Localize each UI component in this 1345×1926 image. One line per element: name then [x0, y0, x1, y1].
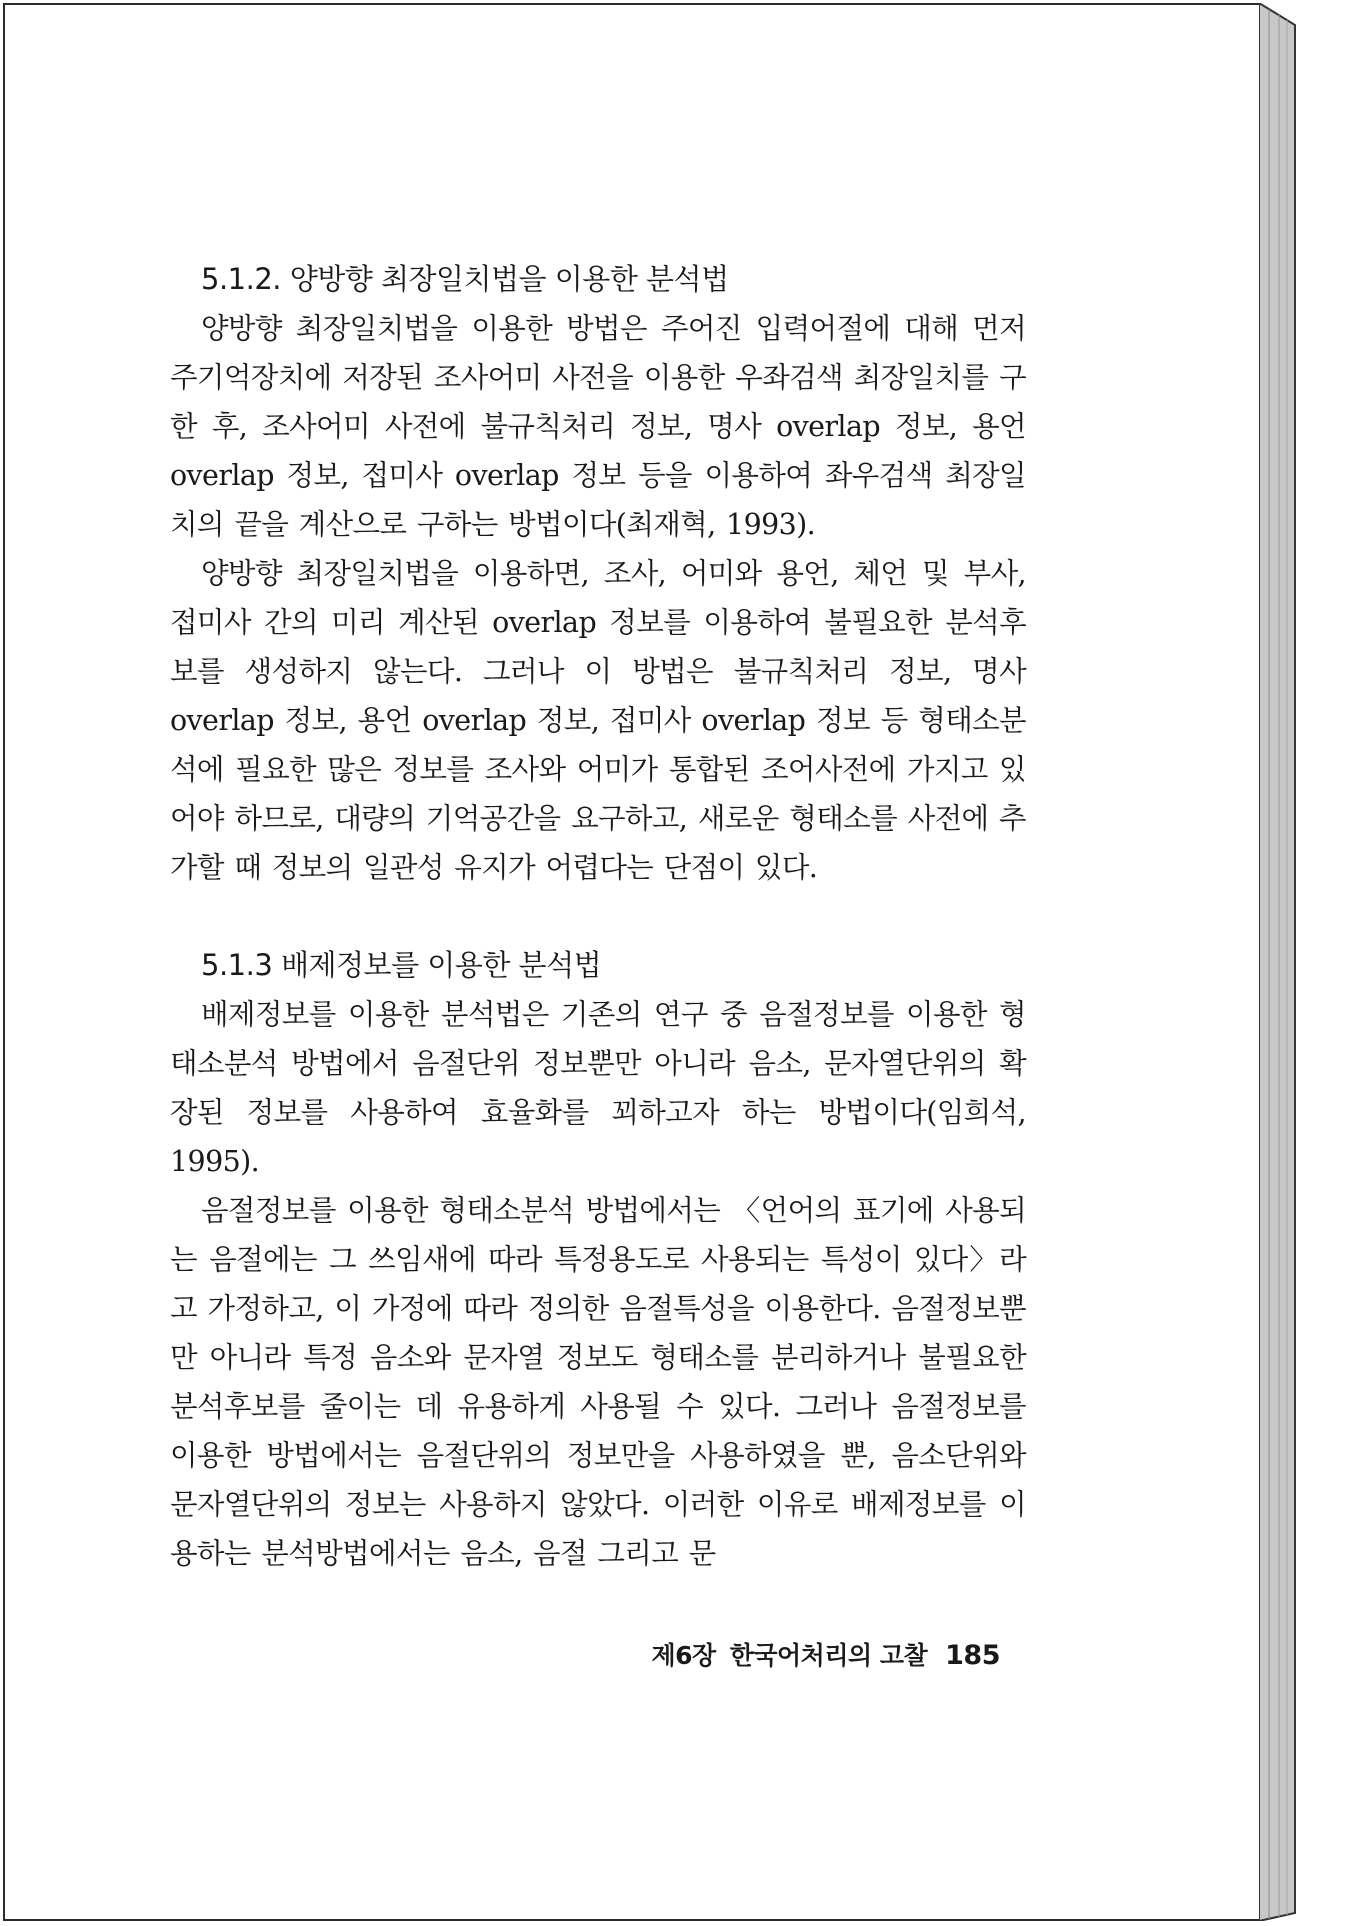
section-spacer — [170, 892, 1026, 941]
footer-title: 한국어처리의 고찰 — [729, 1641, 928, 1670]
section-5-1-3 — [170, 941, 1026, 1578]
footer-chapter: 제6장 — [651, 1641, 716, 1670]
paragraph: 양방향 최장일치법을 이용한 방법은 주어진 입력어절에 대해 먼저 주기억장치에 저장된 조사어미 사전을 이용한 우좌검색 최장일치를 구한 후, 조사어미 사전에 불규칙처리 정보, 명사 overlap 정보, 용언 overlap 정보, 접미사 overlap 정보 등을 이용하여 좌우검색 최장일치의 끝을 계산으로 구하는 방법이다(최재혁, 1993). — [170, 312, 1026, 541]
page-stack-edge — [1259, 3, 1299, 1921]
page-number: 185 — [945, 1640, 1000, 1671]
paragraph: 배제정보를 이용한 분석법은 기존의 연구 중 음절정보를 이용한 형태소분석 방법에서 음절단위 정보뿐만 아니라 음소, 문자열단위의 확장된 정보를 사용하여 효율화를 꾀하고자 하는 방법이다(임희석, 1995). — [170, 998, 1026, 1178]
section-heading: 5.1.2. 양방향 최장일치법을 이용한 분석법 — [201, 262, 729, 296]
paragraph: 양방향 최장일치법을 이용하면, 조사, 어미와 용언, 체언 및 부사, 접미사 간의 미리 계산된 overlap 정보를 이용하여 불필요한 분석후보를 생성하지 않는다. 그러나 이 방법은 불규칙처리 정보, 명사 overlap 정보, 용언 overlap 정보, 접미사 overlap 정보 등 형태소분석에 필요한 많은 정보를 조사와 어미가 통합된 조어사전에 가지고 있어야 하므로, 대량의 기억공간을 요구하고, 새로운 형태소를 사전에 추가할 때 정보의 일관성 유지가 어렵다는 단점이 있다. — [170, 557, 1026, 884]
page-footer — [0, 1636, 1000, 1672]
page-content — [170, 255, 1026, 1578]
section-5-1-2 — [170, 255, 1026, 892]
section-heading: 5.1.3 배제정보를 이용한 분석법 — [201, 948, 602, 982]
paragraph: 음절정보를 이용한 형태소분석 방법에서는 〈언어의 표기에 사용되는 음절에는 그 쓰임새에 따라 특정용도로 사용되는 특성이 있다〉라고 가정하고, 이 가정에 따라 정의한 음절특성을 이용한다. 음절정보뿐만 아니라 특정 음소와 문자열 정보도 형태소를 분리하거나 불필요한 분석후보를 줄이는 데 유용하게 사용될 수 있다. 그러나 음절정보를 이용한 방법에서는 음절단위의 정보만을 사용하였을 뿐, 음소단위와 문자열단위의 정보는 사용하지 않았다. 이러한 이유로 배제정보를 이용하는 분석방법에서는 음소, 음절 그리고 문 — [170, 1194, 1026, 1570]
